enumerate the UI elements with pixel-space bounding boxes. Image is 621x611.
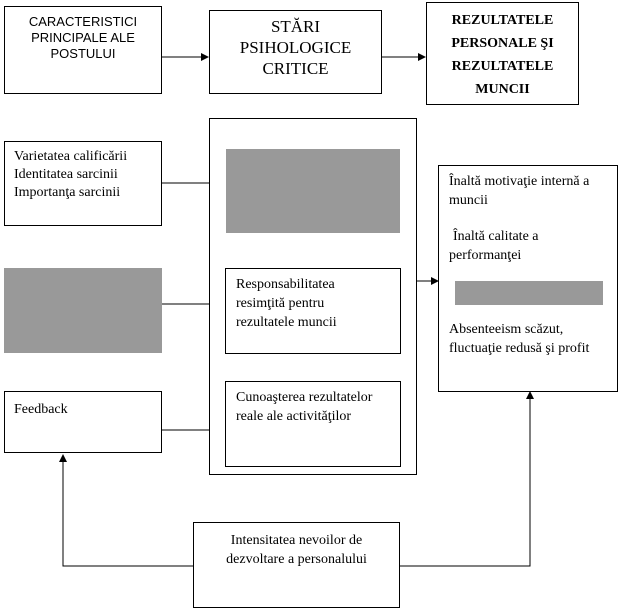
results-box	[438, 165, 618, 392]
motivation-label: Înaltă motivaţie internă a muncii	[449, 174, 590, 208]
skill-variety-label: Varietatea calificării	[14, 149, 128, 164]
outcomes-header: REZULTATELE PERSONALE ŞI REZULTATELE MUNCII	[451, 13, 554, 97]
job-characteristics-header-box	[4, 6, 162, 94]
responsibility-box	[225, 268, 401, 354]
moderator-box	[193, 522, 400, 608]
feedback-box	[4, 391, 162, 453]
task-significance-label: Importanţa sarcinii	[14, 185, 121, 200]
feedback-label: Feedback	[14, 402, 68, 417]
critical-states-header-box	[209, 10, 382, 94]
arrow-moderator-to-feedback	[63, 455, 193, 566]
arrow-moderator-to-results	[400, 392, 530, 566]
redacted-result-block	[455, 281, 603, 305]
task-identity-label: Identitatea sarcinii	[14, 167, 118, 182]
skills-box	[4, 141, 162, 226]
job-characteristics-header: CARACTERISTICI PRINCIPALE ALE POSTULUI	[28, 14, 138, 61]
quality-label: Înaltă calitate a performanţei	[449, 229, 539, 263]
redacted-input-block	[4, 268, 162, 353]
redacted-state-block	[226, 149, 400, 233]
moderator-label: Intensitatea nevoilor de dezvoltare a personalului	[226, 533, 367, 567]
responsibility-label: Responsabilitatea resimţită pentru rezultatele muncii	[236, 277, 337, 330]
knowledge-label: Cunoaşterea rezultatelor reale ale activităţilor	[236, 390, 373, 424]
outcomes-header-box	[426, 2, 579, 105]
knowledge-box	[225, 381, 401, 467]
critical-states-header: STĂRI PSIHOLOGICE CRITICE	[239, 17, 352, 78]
absenteeism-label: Absenteeism scăzut, fluctuaţie redusă şi profit	[449, 322, 590, 356]
